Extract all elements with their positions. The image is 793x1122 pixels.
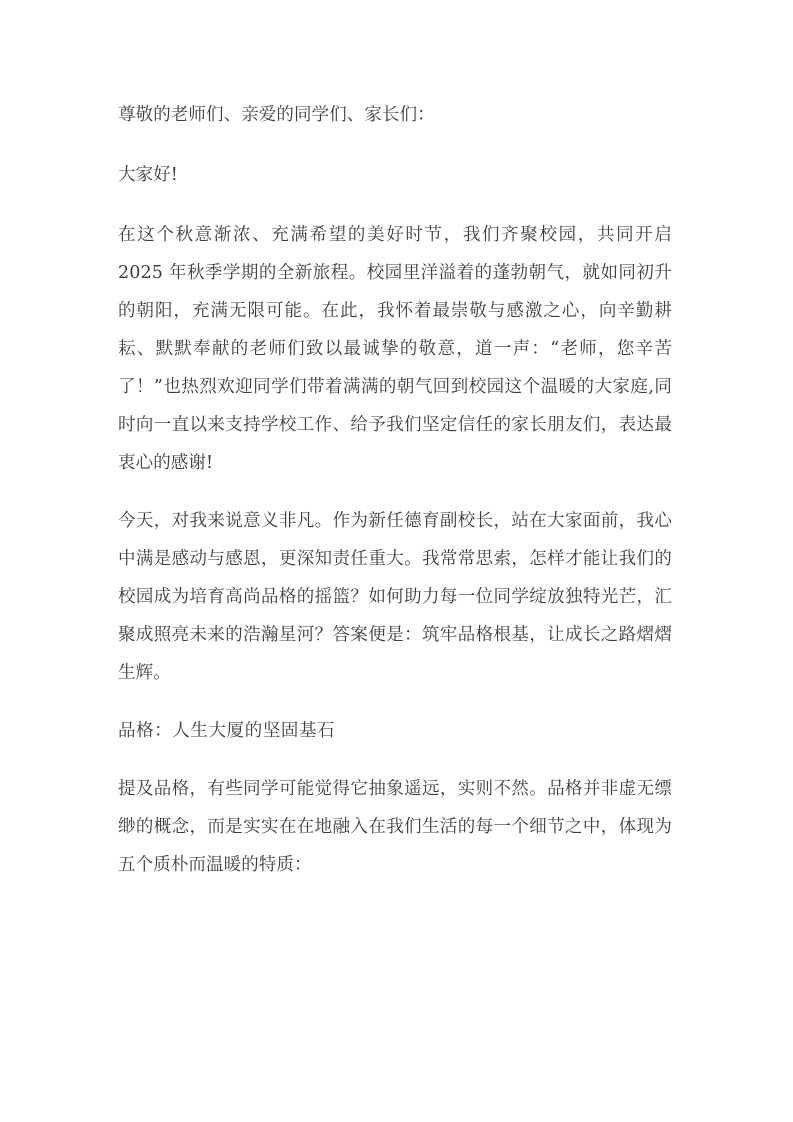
- paragraph-opening: 在这个秋意渐浓、充满希望的美好时节，我们齐聚校园，共同开启 2025 年秋季学期的全新旅程。校园里洋溢着的蓬勃朝气，就如同初升的朝阳，充满无限可能。在此，我怀着最崇敬与感激之心，向辛勤耕耘、默默奉献的老师们致以最诚挚的敬意，道一声：“老师，您辛苦了！”也热烈欢迎同学们带着满满的朝气回到校园这个温暖的大家庭,同时向一直以来支持学校工作、给予我们坚定信任的家长朋友们，表达最衷心的感谢!: [118, 225, 672, 473]
- paragraph-greeting: 大家好!: [118, 165, 178, 185]
- paragraph-character-explain: 提及品格，有些同学可能觉得它抽象遥远，实则不然。品格并非虚无缥缈的概念，而是实实在在地融入在我们生活的每一个细节之中，体现为五个质朴而温暖的特质：: [118, 779, 672, 875]
- paragraph-salutation: 尊敬的老师们、亲爱的同学们、家长们：: [118, 105, 435, 125]
- paragraph-today: 今天，对我来说意义非凡。作为新任德育副校长，站在大家面前，我心中满是感动与感恩，更深知责任重大。我常常思索，怎样才能让我们的校园成为培育高尚品格的摇篮？如何助力每一位同学绽放独特光芒，汇聚成照亮未来的浩瀚星河？答案便是：筑牢品格根基，让成长之路熠熠生辉。: [118, 511, 672, 683]
- section-heading-character: 品格：人生大厦的坚固基石: [118, 721, 336, 741]
- document-text-body: [118, 96, 672, 904]
